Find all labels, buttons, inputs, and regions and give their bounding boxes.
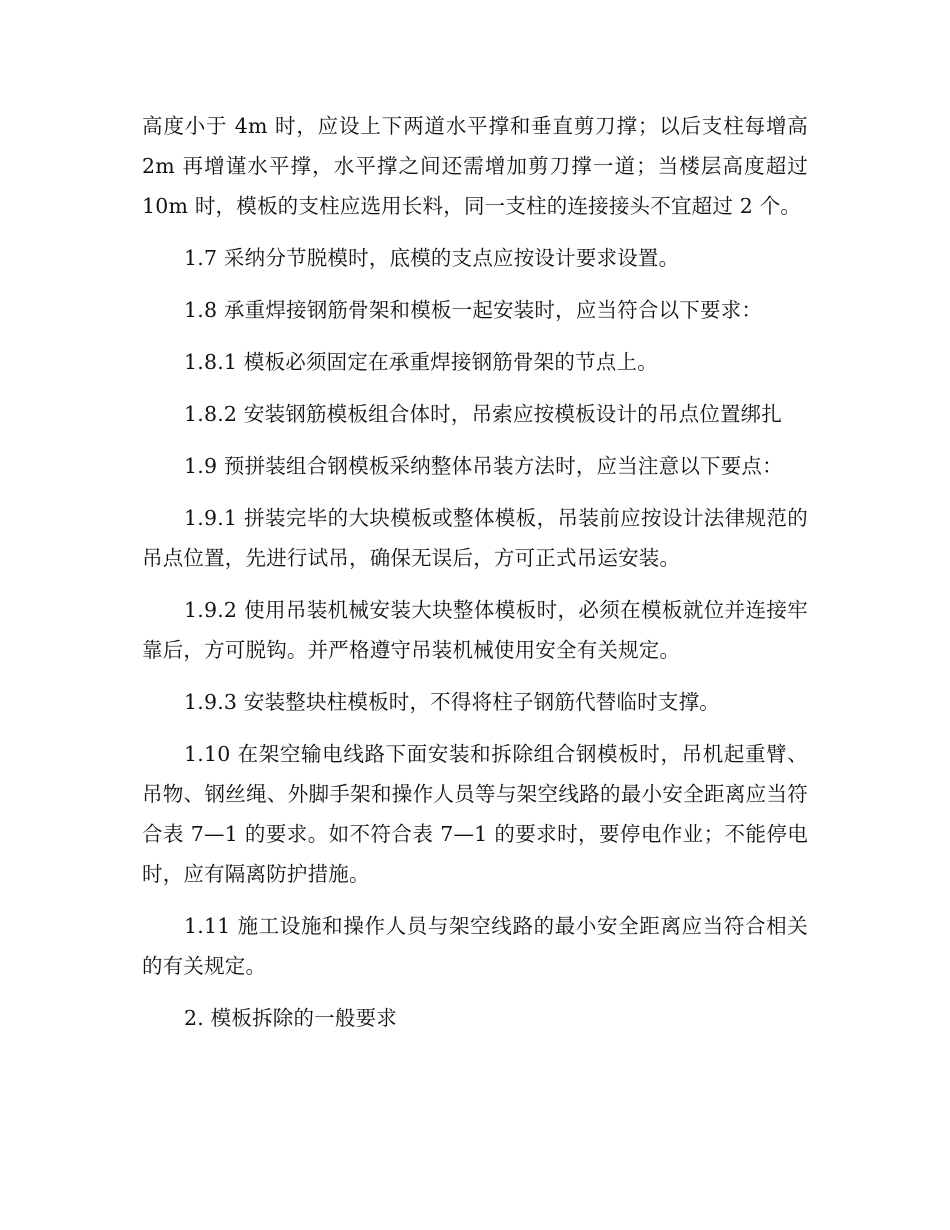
paragraph-1-11: 1.11 施工设施和操作人员与架空线路的最小安全距离应当符合相关的有关规定。 [142,914,808,978]
paragraph-1-9-2: 1.9.2 使用吊装机械安装大块整体模板时，必须在模板就位并连接牢靠后，方可脱钩。并严格遵守吊装机械使用安全有关规定。 [142,598,808,662]
paragraph-1-10: 1.10 在架空输电线路下面安装和拆除组合钢模板时，吊机起重臂、吊物、钢丝绳、外脚手架和操作人员等与架空线路的最小安全距离应当符合表 7—1 的要求。如不符合表 7—1 的要求时，要停电作业；不能停电时，应有隔离防护措施。 [142,742,808,886]
paragraph-1-9: 1.9 预拼装组合钢模板采纳整体吊装方法时，应当注意以下要点： [184,454,783,478]
paragraph-1-8: 1.8 承重焊接钢筋骨架和模板一起安装时，应当符合以下要求： [184,298,763,322]
paragraph-1-9-1: 1.9.1 拼装完毕的大块模板或整体模板，吊装前应按设计法律规范的吊点位置，先进行试吊，确保无误后，方可正式吊运安装。 [142,506,808,570]
paragraph-1-7: 1.7 采纳分节脱模时，底模的支点应按设计要求设置。 [184,246,680,270]
paragraph-continuation: 高度小于 4m 时，应设上下两道水平撑和垂直剪刀撑；以后支柱每增高 2m 再增谨水平撑，水平撑之间还需增加剪刀撑一道；当楼层高度超过 10m 时，模板的支柱应选用长料，同一支柱的连接接头不宜超过 2 个。 [142,114,808,218]
section-heading-2: 2. 模板拆除的一般要求 [184,1006,397,1030]
paragraph-1-8-2: 1.8.2 安装钢筋模板组合体时，吊索应按模板设计的吊点位置绑扎 [184,402,783,426]
paragraph-1-8-1: 1.8.1 模板必须固定在承重焊接钢筋骨架的节点上。 [184,350,658,374]
paragraph-1-9-3: 1.9.3 安装整块柱模板时，不得将柱子钢筋代替临时支撑。 [184,690,720,714]
document-body [142,106,808,1038]
